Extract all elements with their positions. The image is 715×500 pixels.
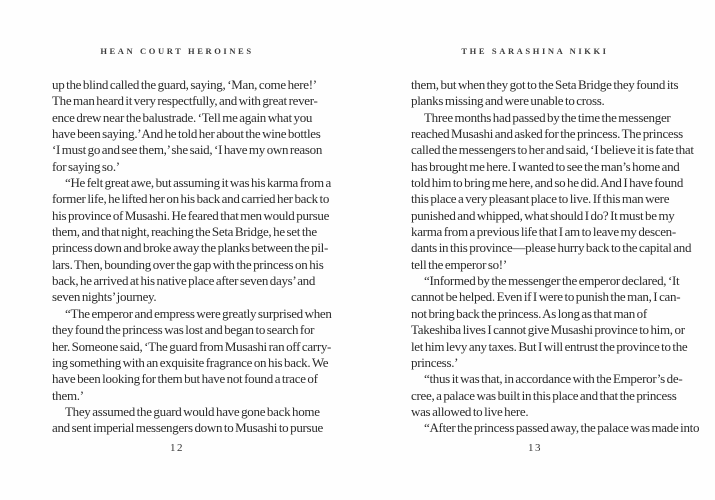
text-line: reached Musashi and asked for the princess. The princess <box>411 126 683 142</box>
text-line: Three months had passed by the time the messenger <box>424 109 671 125</box>
running-header-left: HEAN COURT HEROINES <box>100 46 254 56</box>
text-line: former life, he lifted her on his back and carried her back to <box>52 191 330 207</box>
text-line: planks missing and were unable to cross. <box>411 93 605 109</box>
text-line: has brought me here. I wanted to see the man’s home and <box>411 158 680 174</box>
text-line: them, and that night, reaching the Seta Bridge, he set the <box>52 224 317 240</box>
text-line: called the messengers to her and said, ‘I believe it is fate that <box>411 142 694 158</box>
text-line: have been looking for them but have not found a trace of <box>52 371 318 387</box>
text-line: ing something with an exquisite fragrance on his back. We <box>52 354 329 370</box>
text-line: for saying so.’ <box>52 158 120 174</box>
text-line: cree, a palace was built in this place and that the princess <box>411 387 677 403</box>
page-number-left: 12 <box>170 442 184 454</box>
paragraph <box>411 420 700 436</box>
text-line: princess down and broke away the planks between the pil- <box>52 240 329 256</box>
text-line: “The emperor and empress were greatly surprised when <box>65 305 332 321</box>
paragraph <box>411 109 694 273</box>
text-line: seven nights’ journey. <box>52 289 157 305</box>
text-line: The man heard it very respectfully, and with great rever- <box>52 93 318 109</box>
text-line: have been saying.’ And he told her about the wine bottles <box>52 126 321 142</box>
body-text-right <box>411 77 700 437</box>
paragraph <box>52 403 323 437</box>
text-line: Takeshiba lives I cannot give Musashi province to him, or <box>411 322 685 338</box>
paragraph <box>411 77 679 110</box>
text-line: was allowed to live here. <box>411 403 529 419</box>
paragraph <box>52 175 332 306</box>
paragraph <box>411 371 683 420</box>
text-line: up the blind called the guard, saying, ‘Man, come here!’ <box>52 77 317 92</box>
text-line: karma from a previous life that I am to leave my descen- <box>411 224 676 240</box>
paragraph <box>52 77 323 175</box>
text-line: tell the emperor so!’ <box>411 256 507 272</box>
text-line: lars. Then, bounding over the gap with the princess on his <box>52 256 324 272</box>
text-line: ence drew near the balustrade. ‘Tell me again what you <box>52 109 313 125</box>
text-line: not bring back the princess. As long as that man of <box>411 305 647 321</box>
text-line: punished and whipped, what should I do? It must be my <box>411 207 675 223</box>
text-line: them.’ <box>52 387 84 403</box>
text-line: “Informed by the messenger the emperor declared, ‘It <box>424 273 680 289</box>
text-line: they found the princess was lost and began to search for <box>52 322 315 338</box>
paragraph <box>411 273 688 371</box>
text-line: princess.’ <box>411 354 459 370</box>
text-line: and sent imperial messengers down to Musashi to pursue <box>52 420 323 436</box>
body-text-left <box>52 77 332 437</box>
text-line: her. Someone said, ‘The guard from Musashi ran off carry- <box>52 338 332 354</box>
paragraph <box>52 305 332 404</box>
text-line: They assumed the guard would have gone back home <box>65 403 320 419</box>
running-header-right: THE SARASHINA NIKKI <box>461 46 609 56</box>
text-line: this place a very pleasant place to live. If this man were <box>411 191 670 207</box>
text-line: “He felt great awe, but assuming it was his karma from a <box>65 175 332 191</box>
text-line: them, but when they got to the Seta Bridge they found its <box>411 77 679 92</box>
text-line: dants in this province—please hurry back to the capital and <box>411 240 692 256</box>
text-line: told him to bring me here, and so he did. And I have found <box>411 175 684 191</box>
page-number-right: 13 <box>528 442 542 454</box>
text-line: his province of Musashi. He feared that men would pursue <box>52 207 330 223</box>
text-line: back, he arrived at his native place after seven days’ and <box>52 273 316 289</box>
text-line: “After the princess passed away, the palace was made into <box>424 420 700 436</box>
text-line: ‘I must go and see them,’ she said, ‘I have my own reason <box>52 142 323 158</box>
text-line: “thus it was that, in accordance with the Emperor’s de- <box>424 371 683 387</box>
text-line: let him levy any taxes. But I will entrust the province to the <box>411 338 688 354</box>
text-line: cannot be helped. Even if I were to punish the man, I can- <box>411 289 681 305</box>
